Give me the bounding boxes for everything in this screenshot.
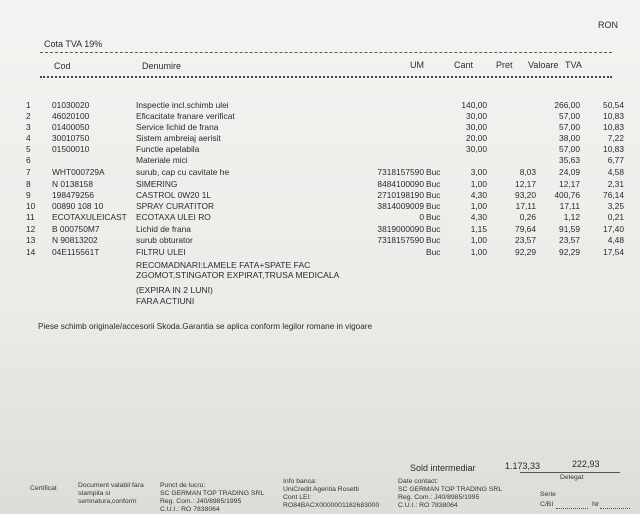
footer-doc-valid: Document valabil fara stampila si semnatura,conform	[78, 482, 144, 505]
row-price: 8,03	[519, 167, 536, 177]
currency-label: RON	[598, 20, 618, 30]
row-description: Functie apelabila	[136, 144, 200, 154]
row-value: 1,12	[563, 212, 580, 222]
row-code: B 000750M7	[52, 224, 100, 234]
row-vat: 3,25	[607, 201, 624, 211]
row-description: ECOTAXA ULEI RO	[136, 212, 211, 222]
table-row	[0, 224, 640, 235]
row-number: 8	[26, 179, 31, 189]
row-vat: 4,48	[607, 235, 624, 245]
table-row	[0, 167, 640, 178]
row-part-number: 8484100090	[377, 179, 424, 189]
row-value: 57,00	[559, 144, 580, 154]
header-bottom-rule	[40, 76, 612, 78]
header-um: UM	[410, 60, 424, 70]
row-value: 24,09	[559, 167, 580, 177]
table-row	[0, 201, 640, 212]
row-quantity: 4,30	[470, 212, 487, 222]
row-part-number: 3819000090	[377, 224, 424, 234]
row-vat: 76,14	[603, 190, 624, 200]
table-row	[0, 179, 640, 190]
row-unit: Buc	[426, 167, 441, 177]
row-description: Eficacitate franare verificat	[136, 111, 235, 121]
row-description: Service lichid de frana	[136, 122, 219, 132]
row-value: 57,00	[559, 111, 580, 121]
row-price: 23,57	[515, 235, 536, 245]
row-unit: Buc	[426, 212, 441, 222]
table-row	[0, 247, 640, 258]
row-unit: Buc	[426, 179, 441, 189]
footer-ci: C/BI	[540, 501, 554, 508]
row-vat: 0,21	[607, 212, 624, 222]
row-unit: Buc	[426, 201, 441, 211]
header-qty: Cant	[454, 60, 474, 70]
row-part-number: 0	[419, 212, 424, 222]
row-price: 93,20	[515, 190, 536, 200]
table-row	[0, 235, 640, 246]
row-vat: 10,83	[603, 144, 624, 154]
footer-punct-lucru: Punct de lucru: SC GERMAN TOP TRADING SRL Reg. Com.: J40/8985/1995 C.U.I.: RO 7838064	[160, 482, 265, 513]
table-row	[0, 133, 640, 144]
row-unit: Buc	[426, 247, 441, 257]
row-description: FILTRU ULEI	[136, 247, 186, 257]
row-description: Materiale mici	[136, 155, 188, 165]
row-part-number: 7318157590	[377, 235, 424, 245]
row-value: 266,00	[554, 100, 580, 110]
row-description: CASTROL 0W20 1L	[136, 190, 212, 200]
footer-bank-info: Info banca: UniCredit Agentia Rosetti Cont LEI: RO84BACX0000001182683000	[283, 478, 380, 509]
row-value: 91,59	[559, 224, 580, 234]
row-description: Lichid de frana	[136, 224, 191, 234]
row-quantity: 1,00	[470, 247, 487, 257]
row-code: ECOTAXULEICAST	[52, 212, 127, 222]
footer-certificat: Certificat	[30, 485, 57, 492]
row-price: 92,29	[515, 247, 536, 257]
row-vat: 10,83	[603, 111, 624, 121]
row-description: SIMERING	[136, 179, 178, 189]
row-part-number: 7318157590	[377, 167, 424, 177]
table-row	[0, 111, 640, 122]
nr-line	[600, 508, 630, 509]
subtotal-label: Sold intermediar	[410, 463, 476, 473]
row-vat: 7,22	[607, 133, 624, 143]
row-code: 30010750	[52, 133, 90, 143]
row-price: 12,17	[515, 179, 536, 189]
row-quantity: 1,00	[470, 179, 487, 189]
row-value: 17,11	[559, 201, 580, 211]
row-code: N 90813202	[52, 235, 98, 245]
row-unit: Buc	[426, 190, 441, 200]
row-number: 1	[26, 100, 31, 110]
row-number: 2	[26, 111, 31, 121]
table-row	[0, 122, 640, 133]
row-unit: Buc	[426, 224, 441, 234]
table-row	[0, 190, 640, 201]
row-code: N 0138158	[52, 179, 93, 189]
row-code: 01030020	[52, 100, 90, 110]
row-value: 35,63	[559, 155, 580, 165]
footer-delegat: Delegat	[560, 474, 584, 481]
row-number: 14	[26, 247, 36, 257]
header-vat: TVA	[565, 60, 582, 70]
row-vat: 2,31	[607, 179, 624, 189]
row-quantity: 3,00	[470, 167, 487, 177]
row-number: 12	[26, 224, 36, 234]
note-line: RECOMADNARI:LAMELE FATA+SPATE FAC	[136, 260, 311, 270]
row-quantity: 1,00	[470, 201, 487, 211]
row-code: 198479256	[52, 190, 94, 200]
footer-nr: Nr	[592, 501, 600, 508]
row-number: 13	[26, 235, 36, 245]
row-number: 3	[26, 122, 31, 132]
subtotal-rule	[520, 472, 620, 473]
header-price: Pret	[496, 60, 513, 70]
ci-line	[556, 508, 588, 509]
row-code: 01400050	[52, 122, 90, 132]
table-row	[0, 155, 640, 166]
subtotal-vat: 222,93	[572, 459, 600, 469]
row-value: 57,00	[559, 122, 580, 132]
row-code: WHT000729A	[52, 167, 105, 177]
row-vat: 17,40	[603, 224, 624, 234]
header-top-rule	[40, 52, 612, 53]
header-code: Cod	[54, 61, 71, 71]
row-number: 10	[26, 201, 36, 211]
row-part-number: 2710198190	[377, 190, 424, 200]
row-vat: 10,83	[603, 122, 624, 132]
row-code: 00890 108 10	[52, 201, 104, 211]
table-row	[0, 144, 640, 155]
vat-rate-label: Cota TVA 19%	[44, 39, 103, 49]
row-vat: 6,77	[607, 155, 624, 165]
row-description: surub, cap cu cavitate he	[136, 167, 230, 177]
row-value: 23,57	[559, 235, 580, 245]
row-price: 0,26	[519, 212, 536, 222]
row-number: 4	[26, 133, 31, 143]
row-number: 7	[26, 167, 31, 177]
row-quantity: 30,00	[466, 122, 487, 132]
row-value: 12,17	[559, 179, 580, 189]
row-quantity: 1,15	[470, 224, 487, 234]
row-price: 17,11	[515, 201, 536, 211]
header-value: Valoare	[528, 60, 559, 70]
note-line: ZGOMOT,STINGATOR EXPIRAT,TRUSA MEDICALA	[136, 270, 340, 280]
row-quantity: 30,00	[466, 111, 487, 121]
table-row	[0, 100, 640, 111]
row-description: surub obturator	[136, 235, 193, 245]
row-description: Inspectie incl.schimb ulei	[136, 100, 229, 110]
row-quantity: 20,00	[466, 133, 487, 143]
row-quantity: 4,30	[470, 190, 487, 200]
warranty-note: Piese schimb originale/accesorii Skoda.Garantia se aplica conform legilor romane in vigoare	[38, 322, 373, 331]
row-number: 11	[26, 212, 35, 222]
subtotal-value: 1.173,33	[505, 461, 541, 471]
row-value: 400,76	[554, 190, 580, 200]
note-line: (EXPIRA IN 2 LUNI)	[136, 285, 213, 295]
row-value: 92,29	[559, 247, 580, 257]
footer-serie: Serie	[540, 491, 556, 498]
row-code: 46020100	[52, 111, 90, 121]
row-quantity: 140,00	[461, 100, 487, 110]
row-description: Sistem ambreiaj aerisit	[136, 133, 221, 143]
row-part-number: 3814009009	[377, 201, 424, 211]
row-vat: 4,58	[607, 167, 624, 177]
table-row	[0, 212, 640, 223]
header-description: Denumire	[142, 61, 182, 71]
row-number: 5	[26, 144, 31, 154]
row-price: 79,64	[515, 224, 536, 234]
row-code: 01500010	[52, 144, 90, 154]
row-vat: 17,54	[603, 247, 624, 257]
row-vat: 50,54	[603, 100, 624, 110]
row-description: SPRAY CURATITOR	[136, 201, 215, 211]
row-quantity: 30,00	[466, 144, 487, 154]
note-line: FARA ACTIUNI	[136, 296, 195, 306]
row-unit: Buc	[426, 235, 441, 245]
row-code: 04E115561T	[52, 247, 100, 257]
row-number: 9	[26, 190, 31, 200]
row-number: 6	[26, 155, 31, 165]
row-quantity: 1,00	[470, 235, 487, 245]
row-value: 38,00	[559, 133, 580, 143]
footer-contact: Date contact: SC GERMAN TOP TRADING SRL Reg. Com.: J40/8985/1995 C.U.I.: RO 7838064	[398, 478, 503, 509]
